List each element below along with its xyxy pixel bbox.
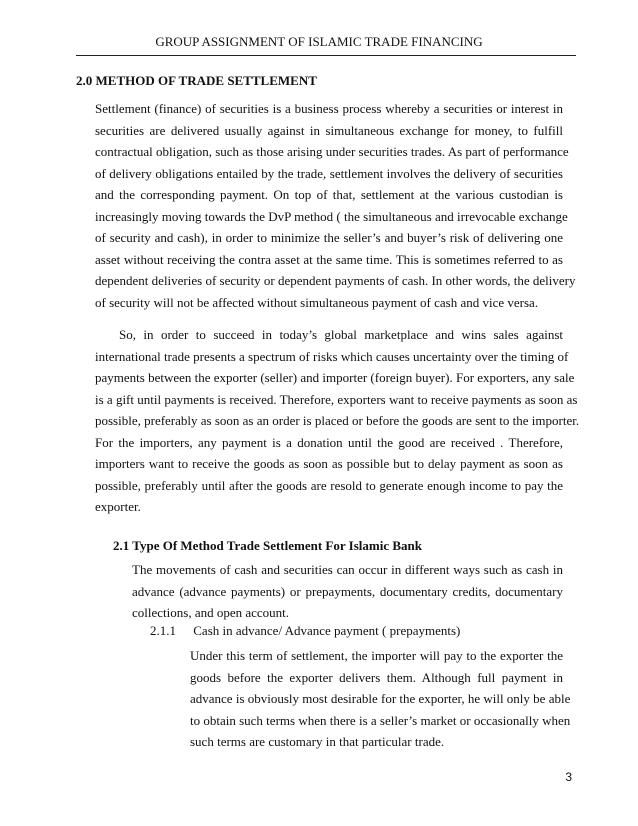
text-line: of security and cash), in order to minimize the seller’s and buyer’s risk of delivering one [95, 230, 563, 245]
text-line: The movements of cash and securities can occur in different ways such as cash in [132, 562, 563, 577]
text-line: possible, preferably as soon as an order is placed or before the goods are sent to the importer. [95, 413, 580, 428]
section-heading: 2.0 METHOD OF TRADE SETTLEMENT [76, 73, 317, 88]
text-line: increasingly moving towards the DvP method ( the simultaneous and irrevocable exchange [95, 208, 568, 224]
text-line: payments between the exporter (seller) and importer (foreign buyer). For exporters, any sale [95, 370, 575, 385]
text-line: international trade presents a spectrum of risks which causes uncertainty over the timing of [95, 348, 569, 364]
page-header: GROUP ASSIGNMENT OF ISLAMIC TRADE FINANCING [155, 34, 483, 49]
text-line: goods before the exporter delivers them. Although full payment in [190, 669, 563, 685]
text-line: exporter. [95, 499, 141, 514]
paragraph-movements [132, 559, 563, 624]
text-line: of delivery obligations entailed by the trade, settlement involves the delivery of securities [95, 165, 563, 181]
text-line: asset without receiving the contra asset at the same time. This is sometimes referred to as [95, 251, 563, 267]
subsection-heading: 2.1 Type Of Method Trade Settlement For Islamic Bank [113, 538, 422, 553]
text-line: So, in order to succeed in today’s global marketplace and wins sales against [119, 327, 563, 342]
paragraph-cash-in-advance [190, 645, 571, 753]
text-line: and the corresponding payment. On top of that, settlement at the various custodian is [95, 187, 563, 202]
text-line: importers want to receive the goods as soon as possible but to delay payment as soon as [95, 456, 563, 471]
text-line: For the importers, any payment is a donation until the good are received . Therefore, [95, 434, 563, 450]
subsubsection-title: Cash in advance/ Advance payment ( prepayments) [193, 623, 461, 638]
paragraph-marketplace [95, 324, 580, 518]
text-line: securities are delivered usually against in simultaneous exchange for money, to fulfill [95, 122, 563, 138]
text-line: is a gift until payments is received. Therefore, exporters want to receive payments as soon as [95, 391, 578, 407]
paragraph-settlement [95, 98, 576, 313]
text-line: to obtain such terms when there is a seller’s market or occasionally when [190, 712, 571, 728]
header-rule [76, 55, 576, 56]
text-line: Settlement (finance) of securities is a business process whereby a securities or interest in [95, 101, 563, 116]
text-line: Under this term of settlement, the importer will pay to the exporter the [190, 648, 563, 663]
text-line: contractual obligation, such as those arising under securities trades. As part of performance [95, 144, 569, 159]
text-line: collections, and open account. [132, 605, 290, 620]
text-line: of security will not be affected without simultaneous payment of cash and vice versa. [95, 294, 539, 310]
text-line: such terms are customary in that particular trade. [190, 734, 445, 749]
subsubsection-number: 2.1.1 [150, 623, 176, 638]
text-line: dependent deliveries of security or dependent payments of cash. In other words, the delivery [95, 273, 576, 288]
text-line: advance (advance payments) or prepayments, documentary credits, documentary [132, 583, 563, 599]
subsubsection-heading [150, 623, 460, 639]
page-number: 3 [565, 770, 572, 784]
text-line: advance is obviously most desirable for the exporter, he will only be able [190, 691, 571, 706]
text-line: possible, preferably until after the goods are resold to generate enough income to pay the [95, 477, 563, 493]
